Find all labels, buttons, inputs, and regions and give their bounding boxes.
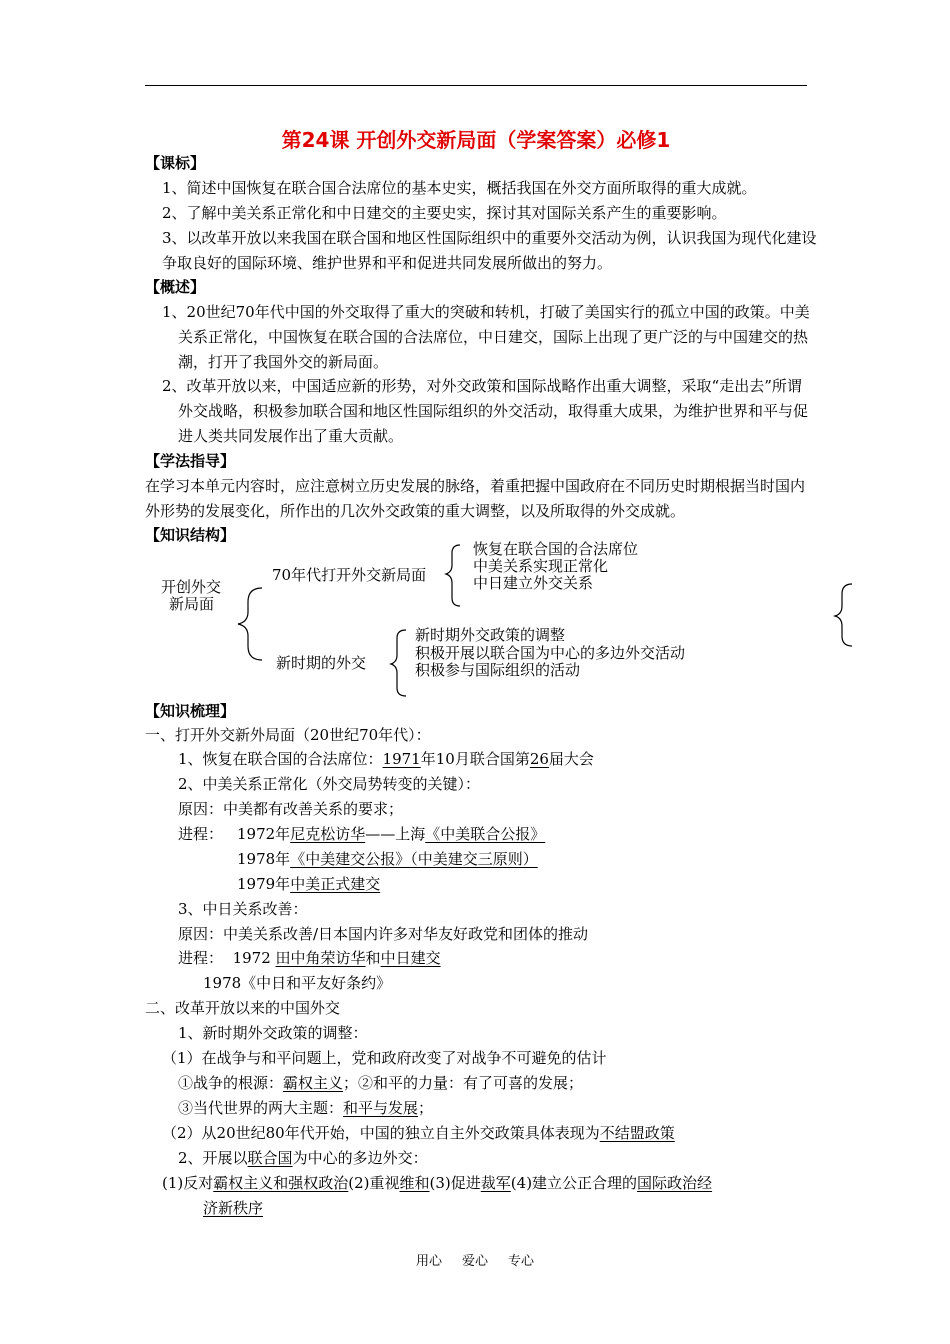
page-title: 第24课 开创外交新局面（学案答案）必修1	[281, 128, 671, 152]
p2-1-2-b: 不结盟政策	[599, 1124, 675, 1142]
p2-2-1-b: 霸权主义和强权政治	[213, 1174, 349, 1192]
p2-2-1-h: 国际政治经	[637, 1174, 713, 1192]
p2-2-1-a: (1)反对	[162, 1174, 214, 1192]
branch1-brace	[446, 545, 460, 606]
kebiao-item-1: 1、简述中国恢复在联合国合法席位的基本史实，概括我国在外交方面所取得的重大成就。	[162, 179, 757, 197]
kebiao-item-3-text: 3、以改革开放以来我国在联合国和地区性国际组织中的重要外交活动为例，认识我国为现代化建设争取良好的国际环境、维护世界和平和促进共同发展所做出的努力。	[162, 229, 817, 272]
root-brace	[238, 588, 262, 660]
p2-item-1-1: （1）在战争与和平问题上，党和政府改变了对战争不可避免的估计	[162, 1049, 607, 1067]
p2-2-a: 2、开展以	[178, 1149, 248, 1167]
branch1-item-2: 中美关系实现正常化	[473, 557, 609, 575]
page-footer	[0, 1250, 950, 1269]
p1-item-2-process-1	[237, 822, 545, 846]
p1-item-3-treaty: 1978《中日和平友好条约》	[203, 974, 392, 992]
p2-2-c: 为中心的多边外交：	[292, 1149, 428, 1167]
p2-item-1-1b	[178, 1096, 433, 1120]
p2-1-1a-a: ①战争的根源：	[178, 1074, 284, 1092]
branch2-label: 新时期的外交	[276, 654, 367, 672]
p2-1-1b-a: ③当代世界的两大主题：	[178, 1099, 344, 1117]
branch2-item-3: 积极参与国际组织的活动	[415, 661, 581, 679]
p1-2-y1-u1: 尼克松访华	[290, 825, 366, 843]
branch2-item-2: 积极开展以联合国为中心的多边外交活动	[415, 644, 686, 662]
p1-2-y1-mid: ——上海	[365, 825, 426, 843]
p2-item-1-1a	[178, 1071, 583, 1095]
p2-2-b: 联合国	[247, 1149, 293, 1167]
p1-item-1	[178, 747, 594, 771]
p1-item-1-year: 1971	[382, 750, 421, 768]
p2-2-1-f: 裁军	[480, 1174, 511, 1192]
p1-2-y1-u2: 《中美联合公报》	[425, 825, 546, 843]
kebiao-item-2: 2、了解中美关系正常化和中日建交的主要史实，探讨其对国际关系产生的重要影响。	[162, 204, 727, 222]
branch1-label: 70年代打开外交新局面	[272, 566, 427, 584]
p2-2-1-i: 济新秩序	[203, 1199, 264, 1217]
p1-2-y3: 1979年	[237, 875, 291, 893]
p1-2-y2-u: 《中美建交公报》（中美建交三原则）	[290, 850, 538, 868]
part2-title: 二、改革开放以来的中国外交	[145, 999, 341, 1017]
p1-3-y1: 1972	[232, 949, 271, 967]
p2-2-1-c: (2)重视	[348, 1174, 400, 1192]
p2-1-1a-b: 霸权主义	[283, 1074, 344, 1092]
p2-1-1b-c: ；	[418, 1099, 434, 1117]
p1-3-y1-mid: 和	[365, 949, 381, 967]
p1-3-y1-u2: 中日建交	[380, 949, 441, 967]
p1-item-1-c: 年10月联合国第	[420, 750, 530, 768]
p1-item-2-process-3	[237, 872, 380, 896]
branch2-brace	[391, 630, 406, 696]
shuli-heading: 【知识梳理】	[145, 702, 236, 720]
p2-2-1-g: (4)建立公正合理的	[510, 1174, 638, 1192]
branch2-item-1: 新时期外交政策的调整	[415, 626, 566, 644]
p1-item-2-process-label: 进程：	[178, 825, 224, 843]
p1-item-2-reason: 原因：中美都有改善关系的要求；	[178, 800, 404, 818]
p2-2-1-d: 维和	[399, 1174, 430, 1192]
footer-word-2: 爱心	[461, 1254, 488, 1269]
p1-item-2-process-2	[237, 847, 538, 871]
jiegou-heading: 【知识结构】	[145, 526, 236, 544]
p1-2-y2: 1978年	[237, 850, 291, 868]
p2-item-2-1-cont	[203, 1196, 263, 1220]
p1-item-3: 3、中日关系改善：	[178, 900, 308, 918]
part1-title: 一、打开外交新外局面（20世纪70年代）：	[145, 726, 431, 744]
gaishu-heading: 【概述】	[145, 278, 206, 296]
root-label-line2: 新局面	[169, 595, 215, 613]
p1-item-3-reason: 原因：中美关系改善/日本国内许多对华友好政党和团体的推动	[178, 925, 589, 943]
branch1-item-3: 中日建立外交关系	[473, 574, 594, 592]
xuefa-heading: 【学法指导】	[145, 452, 236, 470]
p1-2-y1: 1972年	[237, 825, 291, 843]
p1-3-proc-label: 进程：	[178, 949, 224, 967]
p1-item-3-process	[178, 946, 441, 970]
gaishu-item-2: 2、改革开放以来，中国适应新的形势，对外交政策和国际战略作出重大调整，采取“走出去”所谓外交战略，积极参加联合国和地区性国际组织的外交活动，取得重大成果，为维护世界和平与促进人类共同发展作出了重大贡献。	[162, 377, 809, 445]
p1-item-2: 2、中美关系正常化（外交局势转变的关键）：	[178, 775, 481, 793]
header-rule	[145, 85, 807, 86]
kebiao-item-3	[162, 226, 822, 276]
xuefa-text: 在学习本单元内容时，应注意树立历史发展的脉络，着重把握中国政府在不同历史时期根据当时国内外形势的发展变化，所作出的几次外交政策的重大调整，以及所取得的外交成就。	[145, 477, 806, 520]
p1-item-1-e: 届大会	[548, 750, 594, 768]
root-label-line1: 开创外交	[161, 578, 222, 596]
p2-item-1: 1、新时期外交政策的调整：	[178, 1024, 368, 1042]
p2-item-2	[178, 1146, 428, 1170]
footer-word-1: 用心	[415, 1254, 442, 1269]
edge-brace	[835, 584, 852, 646]
p2-item-2-1	[162, 1171, 712, 1195]
p1-3-y1-u1: 田中角荣访华	[275, 949, 366, 967]
p1-item-1-session: 26	[529, 750, 549, 768]
p2-1-1b-b: 和平与发展	[343, 1099, 419, 1117]
gaishu-item-1: 1、20世纪70年代中国的外交取得了重大的突破和转机，打破了美国实行的孤立中国的政策。中美关系正常化，中国恢复在联合国的合法席位，中日建交，国际上出现了更广泛的与中国建交的热潮，打开了我国外交的新局面。	[162, 303, 810, 371]
footer-word-3: 专心	[508, 1254, 535, 1269]
p2-2-1-e: (3)促进	[429, 1174, 481, 1192]
p1-2-y3-u: 中美正式建交	[290, 875, 381, 893]
kebiao-heading: 【课标】	[145, 154, 206, 172]
p1-item-1-a: 1、恢复在联合国的合法席位：	[178, 750, 383, 768]
p2-item-1-2	[162, 1121, 675, 1145]
p2-1-2-a: （2）从20世纪80年代开始，中国的独立自主外交政策具体表现为	[162, 1124, 600, 1142]
p2-1-1a-c: ；②和平的力量：有了可喜的发展；	[343, 1074, 584, 1092]
branch1-item-1: 恢复在联合国的合法席位	[473, 540, 639, 558]
